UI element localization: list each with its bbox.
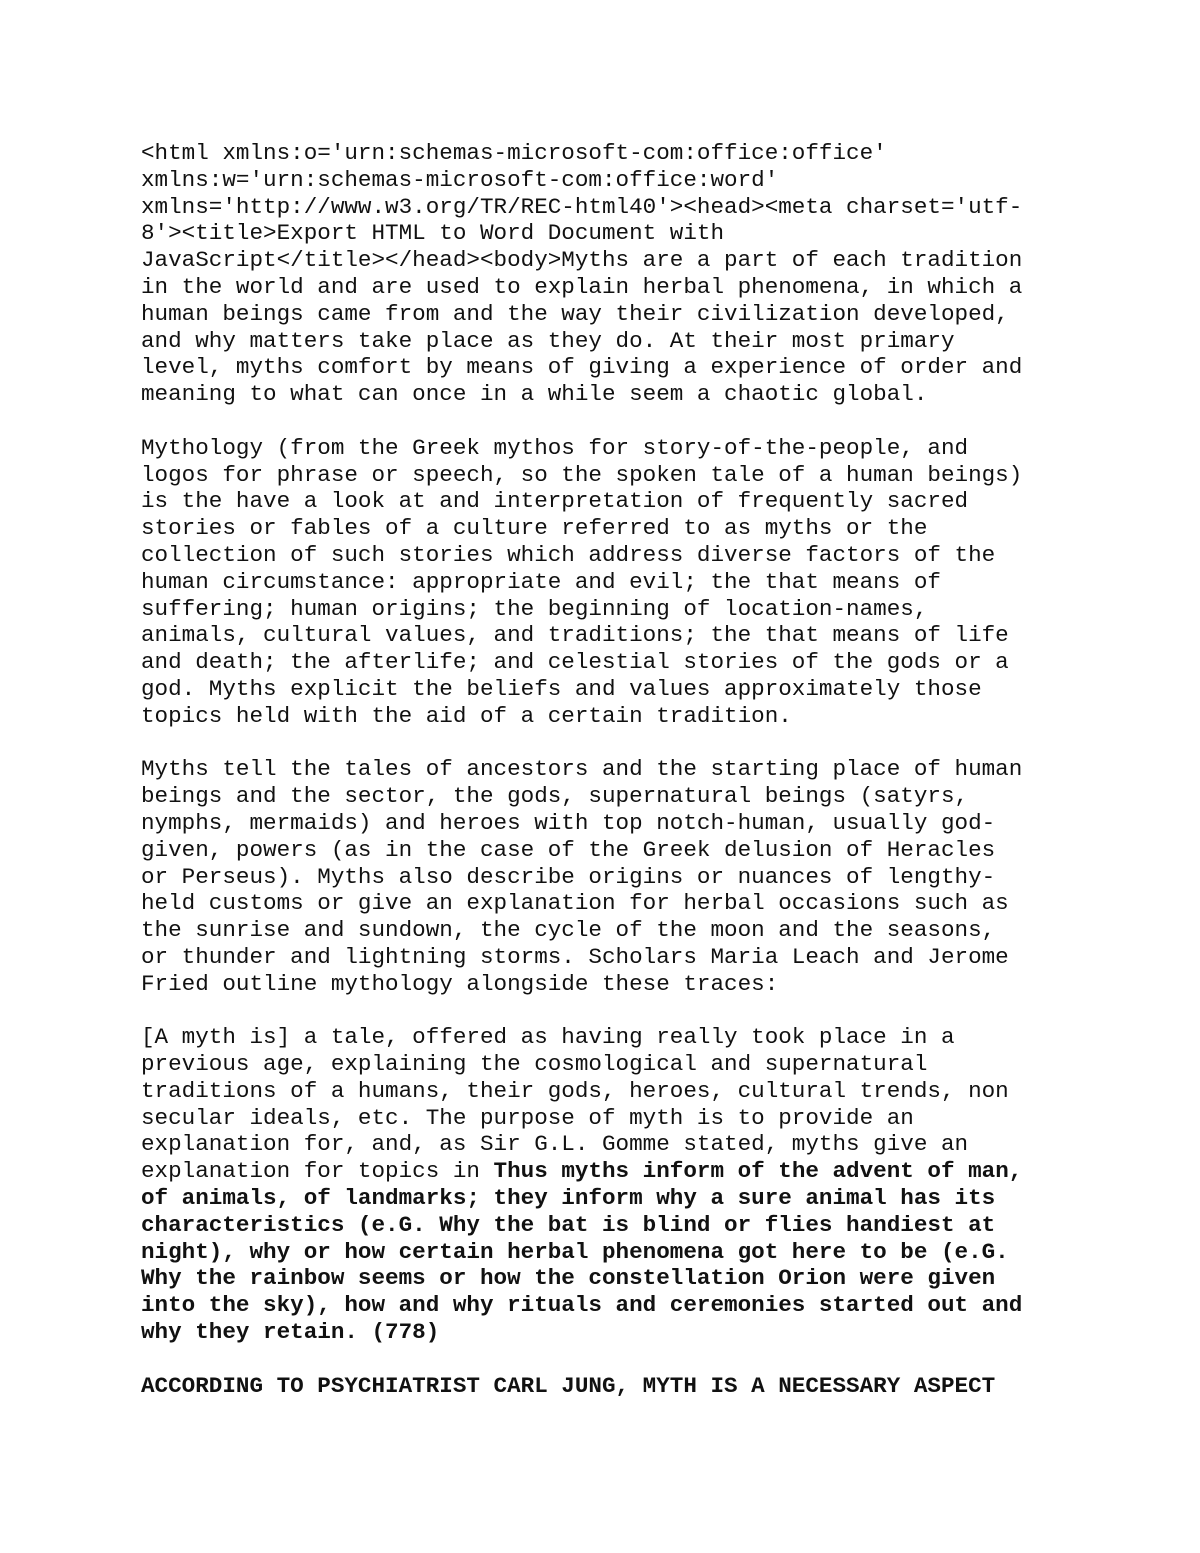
body-text: [A myth is] a tale, offered as having really took place in a	[141, 1024, 955, 1051]
text-line	[141, 890, 1071, 917]
text-line	[141, 1158, 1071, 1185]
text-line	[141, 328, 1071, 355]
text-line	[141, 167, 1071, 194]
text-line	[141, 622, 1071, 649]
body-text: collection of such stories which address diverse factors of the	[141, 541, 996, 568]
text-line	[141, 247, 1071, 274]
text-line	[141, 1185, 1071, 1212]
text-line	[141, 1212, 1071, 1239]
body-text: xmlns='http://www.w3.org/TR/REC-html40'><head><meta charset='utf-	[141, 193, 1023, 220]
text-line	[141, 569, 1071, 596]
bold-text: Thus myths inform of the advent of man,	[493, 1158, 1023, 1185]
body-text: JavaScript</title></head><body>Myths are a part of each tradition	[141, 247, 1023, 274]
document-body	[141, 140, 1071, 1399]
text-line	[141, 462, 1071, 489]
text-line	[141, 274, 1071, 301]
text-line	[141, 301, 1071, 328]
text-line	[141, 381, 1071, 408]
text-line	[141, 596, 1071, 623]
text-line	[141, 515, 1071, 542]
body-text: animals, cultural values, and traditions; the that means of life	[141, 622, 1009, 649]
body-text: topics held with the aid of a certain tradition.	[141, 702, 792, 729]
paragraph-spacer	[141, 998, 1071, 1025]
paragraph-spacer	[141, 408, 1071, 435]
paragraph-1	[141, 140, 1071, 408]
bold-text: why they retain. (778)	[141, 1319, 440, 1346]
body-text: previous age, explaining the cosmological and supernatural	[141, 1051, 928, 1078]
text-line	[141, 354, 1071, 381]
bold-text: ACCORDING TO PSYCHIATRIST CARL JUNG, MYTH IS A NECESSARY ASPECT	[141, 1372, 996, 1399]
text-line	[141, 1131, 1071, 1158]
paragraph-2	[141, 435, 1071, 730]
text-line	[141, 864, 1071, 891]
text-line	[141, 810, 1071, 837]
body-text: in the world and are used to explain herbal phenomena, in which a	[141, 273, 1023, 300]
body-text: Mythology (from the Greek mythos for story-of-the-people, and	[141, 434, 969, 461]
text-line	[141, 194, 1071, 221]
text-line	[141, 1292, 1071, 1319]
bold-text: of animals, of landmarks; they inform why a sure animal has its	[141, 1185, 996, 1212]
paragraph-3	[141, 756, 1071, 997]
body-text: beings and the sector, the gods, supernatural beings (satyrs,	[141, 783, 969, 810]
body-text: given, powers (as in the case of the Greek delusion of Heracles	[141, 836, 996, 863]
body-text: god. Myths explicit the beliefs and values approximately those	[141, 675, 982, 702]
text-line	[141, 676, 1071, 703]
text-line	[141, 837, 1071, 864]
text-line	[141, 971, 1071, 998]
text-line	[141, 783, 1071, 810]
paragraph-spacer	[141, 730, 1071, 757]
body-text: held customs or give an explanation for herbal occasions such as	[141, 890, 1009, 917]
body-text: secular ideals, etc. The purpose of myth is to provide an	[141, 1104, 914, 1131]
body-text: or Perseus). Myths also describe origins or nuances of lengthy-	[141, 863, 996, 890]
text-line	[141, 488, 1071, 515]
text-line	[141, 542, 1071, 569]
body-text: 8'><title>Export HTML to Word Document with	[141, 220, 725, 247]
bold-text: characteristics (e.G. Why the bat is blind or flies handiest at	[141, 1211, 996, 1238]
text-line	[141, 1078, 1071, 1105]
body-text: human circumstance: appropriate and evil; the that means of	[141, 568, 941, 595]
text-line	[141, 917, 1071, 944]
body-text: explanation for topics in	[141, 1158, 494, 1185]
body-text: logos for phrase or speech, so the spoken tale of a human beings)	[141, 461, 1023, 488]
body-text: human beings came from and the way their civilization developed,	[141, 300, 1009, 327]
text-line	[141, 1373, 1071, 1400]
body-text: traditions of a humans, their gods, heroes, cultural trends, non	[141, 1077, 1009, 1104]
bold-text: into the sky), how and why rituals and ceremonies started out and	[141, 1292, 1023, 1319]
body-text: xmlns:w='urn:schemas-microsoft-com:office:word'	[141, 166, 779, 193]
body-text: suffering; human origins; the beginning of location-names,	[141, 595, 928, 622]
body-text: meaning to what can once in a while seem a chaotic global.	[141, 381, 928, 408]
body-text: explanation for, and, as Sir G.L. Gomme stated, myths give an	[141, 1131, 969, 1158]
text-line	[141, 140, 1071, 167]
body-text: stories or fables of a culture referred to as myths or the	[141, 515, 928, 542]
text-line	[141, 220, 1071, 247]
text-line	[141, 1051, 1071, 1078]
body-text: or thunder and lightning storms. Scholars Maria Leach and Jerome	[141, 943, 1009, 970]
bold-text: Why the rainbow seems or how the constellation Orion were given	[141, 1265, 996, 1292]
body-text: nymphs, mermaids) and heroes with top notch-human, usually god-	[141, 809, 996, 836]
bold-text: night), why or how certain herbal phenomena got here to be (e.G.	[141, 1238, 1009, 1265]
text-line	[141, 649, 1071, 676]
body-text: and why matters take place as they do. At their most primary	[141, 327, 955, 354]
paragraph-5	[141, 1373, 1071, 1400]
body-text: the sunrise and sundown, the cycle of the moon and the seasons,	[141, 917, 996, 944]
text-line	[141, 1024, 1071, 1051]
body-text: level, myths comfort by means of giving a experience of order and	[141, 354, 1023, 381]
body-text: <html xmlns:o='urn:schemas-microsoft-com:office:office'	[141, 140, 887, 166]
body-text: is the have a look at and interpretation of frequently sacred	[141, 488, 969, 515]
text-line	[141, 756, 1071, 783]
text-line	[141, 703, 1071, 730]
text-line	[141, 1319, 1071, 1346]
text-line	[141, 944, 1071, 971]
text-line	[141, 1239, 1071, 1266]
text-line	[141, 435, 1071, 462]
paragraph-4	[141, 1024, 1071, 1346]
body-text: Myths tell the tales of ancestors and the starting place of human	[141, 756, 1023, 783]
body-text: and death; the afterlife; and celestial stories of the gods or a	[141, 649, 1009, 676]
text-line	[141, 1265, 1071, 1292]
body-text: Fried outline mythology alongside these traces:	[141, 970, 779, 997]
text-line	[141, 1105, 1071, 1132]
paragraph-spacer	[141, 1346, 1071, 1373]
